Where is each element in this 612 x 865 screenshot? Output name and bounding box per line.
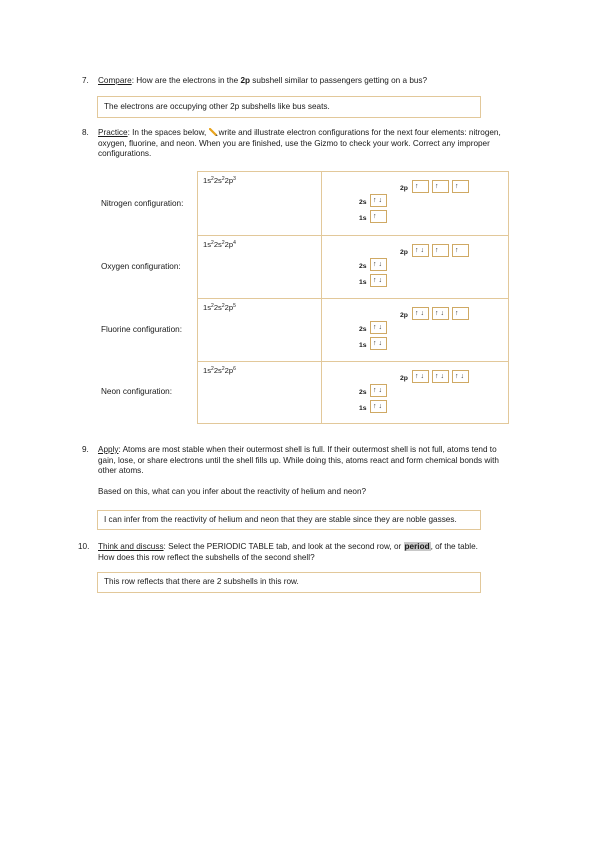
- answer-box-7[interactable]: [97, 96, 481, 118]
- orbital-1s[interactable]: ↑↓: [370, 400, 387, 413]
- formula-cell[interactable]: [198, 236, 322, 298]
- fluorine-label: Fluorine configuration:: [101, 325, 183, 334]
- orbital-label-2s: 2s: [359, 199, 367, 206]
- orbital-2s[interactable]: ↑↓: [370, 384, 387, 397]
- question-text: Compare: How are the electrons in the 2p subshell similar to passengers getting on a bus?: [98, 76, 428, 85]
- question-9: [82, 445, 512, 497]
- orbital-1s[interactable]: ↑↓: [370, 337, 387, 350]
- answer-box-10[interactable]: [97, 572, 481, 593]
- orbital-label-2p: 2p: [400, 249, 408, 256]
- answer-text: I can infer from the reactivity of helium and neon that they are stable since they are noble gasses.: [104, 514, 457, 524]
- orbital-label-2p: 2p: [400, 312, 408, 319]
- configuration-table: [197, 171, 509, 424]
- orbital-label-2s: 2s: [359, 326, 367, 333]
- orbital-label-1s: 1s: [359, 279, 367, 286]
- question-keyword: Compare: [98, 76, 132, 85]
- orbital-2p-3[interactable]: ↑↓: [452, 370, 469, 383]
- orbital-label-2s: 2s: [359, 263, 367, 270]
- orbital-2p-3[interactable]: ↑: [452, 244, 469, 257]
- config-row-fluorine: [198, 298, 508, 361]
- orbital-2p-1[interactable]: ↑↓: [412, 244, 429, 257]
- orbital-2s[interactable]: ↑↓: [370, 321, 387, 334]
- orbital-2p-2[interactable]: ↑↓: [432, 370, 449, 383]
- orbital-1s[interactable]: ↑: [370, 210, 387, 223]
- question-number: 7.: [82, 76, 89, 85]
- question-10: [78, 542, 512, 563]
- orbital-2p-2[interactable]: ↑: [432, 244, 449, 257]
- orbital-label-2s: 2s: [359, 389, 367, 396]
- orbital-2p-1[interactable]: ↑↓: [412, 370, 429, 383]
- orbital-2p-1[interactable]: ↑↓: [412, 307, 429, 320]
- highlighted-term: period: [404, 542, 430, 551]
- answer-text: The electrons are occupying other 2p subshells like bus seats.: [104, 101, 330, 111]
- orbital-2p-3[interactable]: ↑: [452, 307, 469, 320]
- answer-text: This row reflects that there are 2 subshells in this row.: [104, 577, 299, 587]
- config-row-nitrogen: [198, 172, 508, 235]
- electron-formula: $1s^22s^22p^4$: [203, 240, 236, 249]
- oxygen-label: Oxygen configuration:: [101, 262, 181, 271]
- question-text: Apply: Atoms are most stable when their outermost shell is full. If their outermost shell is not full, atoms tend to gain, lose, or share electrons until the shell fills up. While doing this, atoms react and form chemical bonds with other atoms.: [98, 445, 499, 475]
- orbital-label-1s: 1s: [359, 342, 367, 349]
- question-text: Practice: In the spaces below, write and illustrate electron configurations for the next four elements: nitrogen, oxygen, fluorine, and neon. When you are finished, use the Gizmo to check your work. Correct any improper configurations.: [98, 128, 501, 158]
- electron-formula: $1s^22s^22p^5$: [203, 303, 236, 312]
- electron-formula: $1s^22s^22p^6$: [203, 366, 236, 375]
- question-prompt: Based on this, what can you infer about the reactivity of helium and neon?: [98, 486, 367, 496]
- formula-cell[interactable]: [198, 172, 322, 235]
- answer-box-9[interactable]: [97, 510, 481, 530]
- formula-cell[interactable]: [198, 299, 322, 361]
- orbital-label-1s: 1s: [359, 215, 367, 222]
- orbital-2s[interactable]: ↑↓: [370, 194, 387, 207]
- nitrogen-label: Nitrogen configuration:: [101, 199, 184, 208]
- question-text: Think and discuss: Select the PERIODIC TABLE tab, and look at the second row, or period, of the table. How does this row reflect the subshells of the second shell?: [98, 542, 478, 562]
- question-keyword: Apply: [98, 445, 119, 454]
- orbital-label-2p: 2p: [400, 375, 408, 382]
- question-8: [82, 128, 512, 160]
- config-row-neon: [198, 361, 508, 424]
- question-7: [82, 76, 512, 87]
- formula-cell[interactable]: [198, 362, 322, 424]
- neon-label: Neon configuration:: [101, 387, 173, 396]
- orbital-label-2p: 2p: [400, 185, 408, 192]
- question-number: 8.: [82, 128, 89, 137]
- orbital-2p-2[interactable]: ↑↓: [432, 307, 449, 320]
- orbital-label-1s: 1s: [359, 405, 367, 412]
- pencil-icon: [209, 128, 218, 136]
- question-number: 10.: [78, 542, 90, 551]
- orbital-1s[interactable]: ↑↓: [370, 274, 387, 287]
- config-row-oxygen: [198, 235, 508, 298]
- question-keyword: Practice: [98, 128, 128, 137]
- question-number: 9.: [82, 445, 89, 454]
- orbital-2p-1[interactable]: ↑: [412, 180, 429, 193]
- orbital-2p-2[interactable]: ↑: [432, 180, 449, 193]
- electron-formula: $1s^22s^22p^3$: [203, 176, 236, 185]
- question-keyword: Think and discuss: [98, 542, 164, 551]
- orbital-2s[interactable]: ↑↓: [370, 258, 387, 271]
- orbital-2p-3[interactable]: ↑: [452, 180, 469, 193]
